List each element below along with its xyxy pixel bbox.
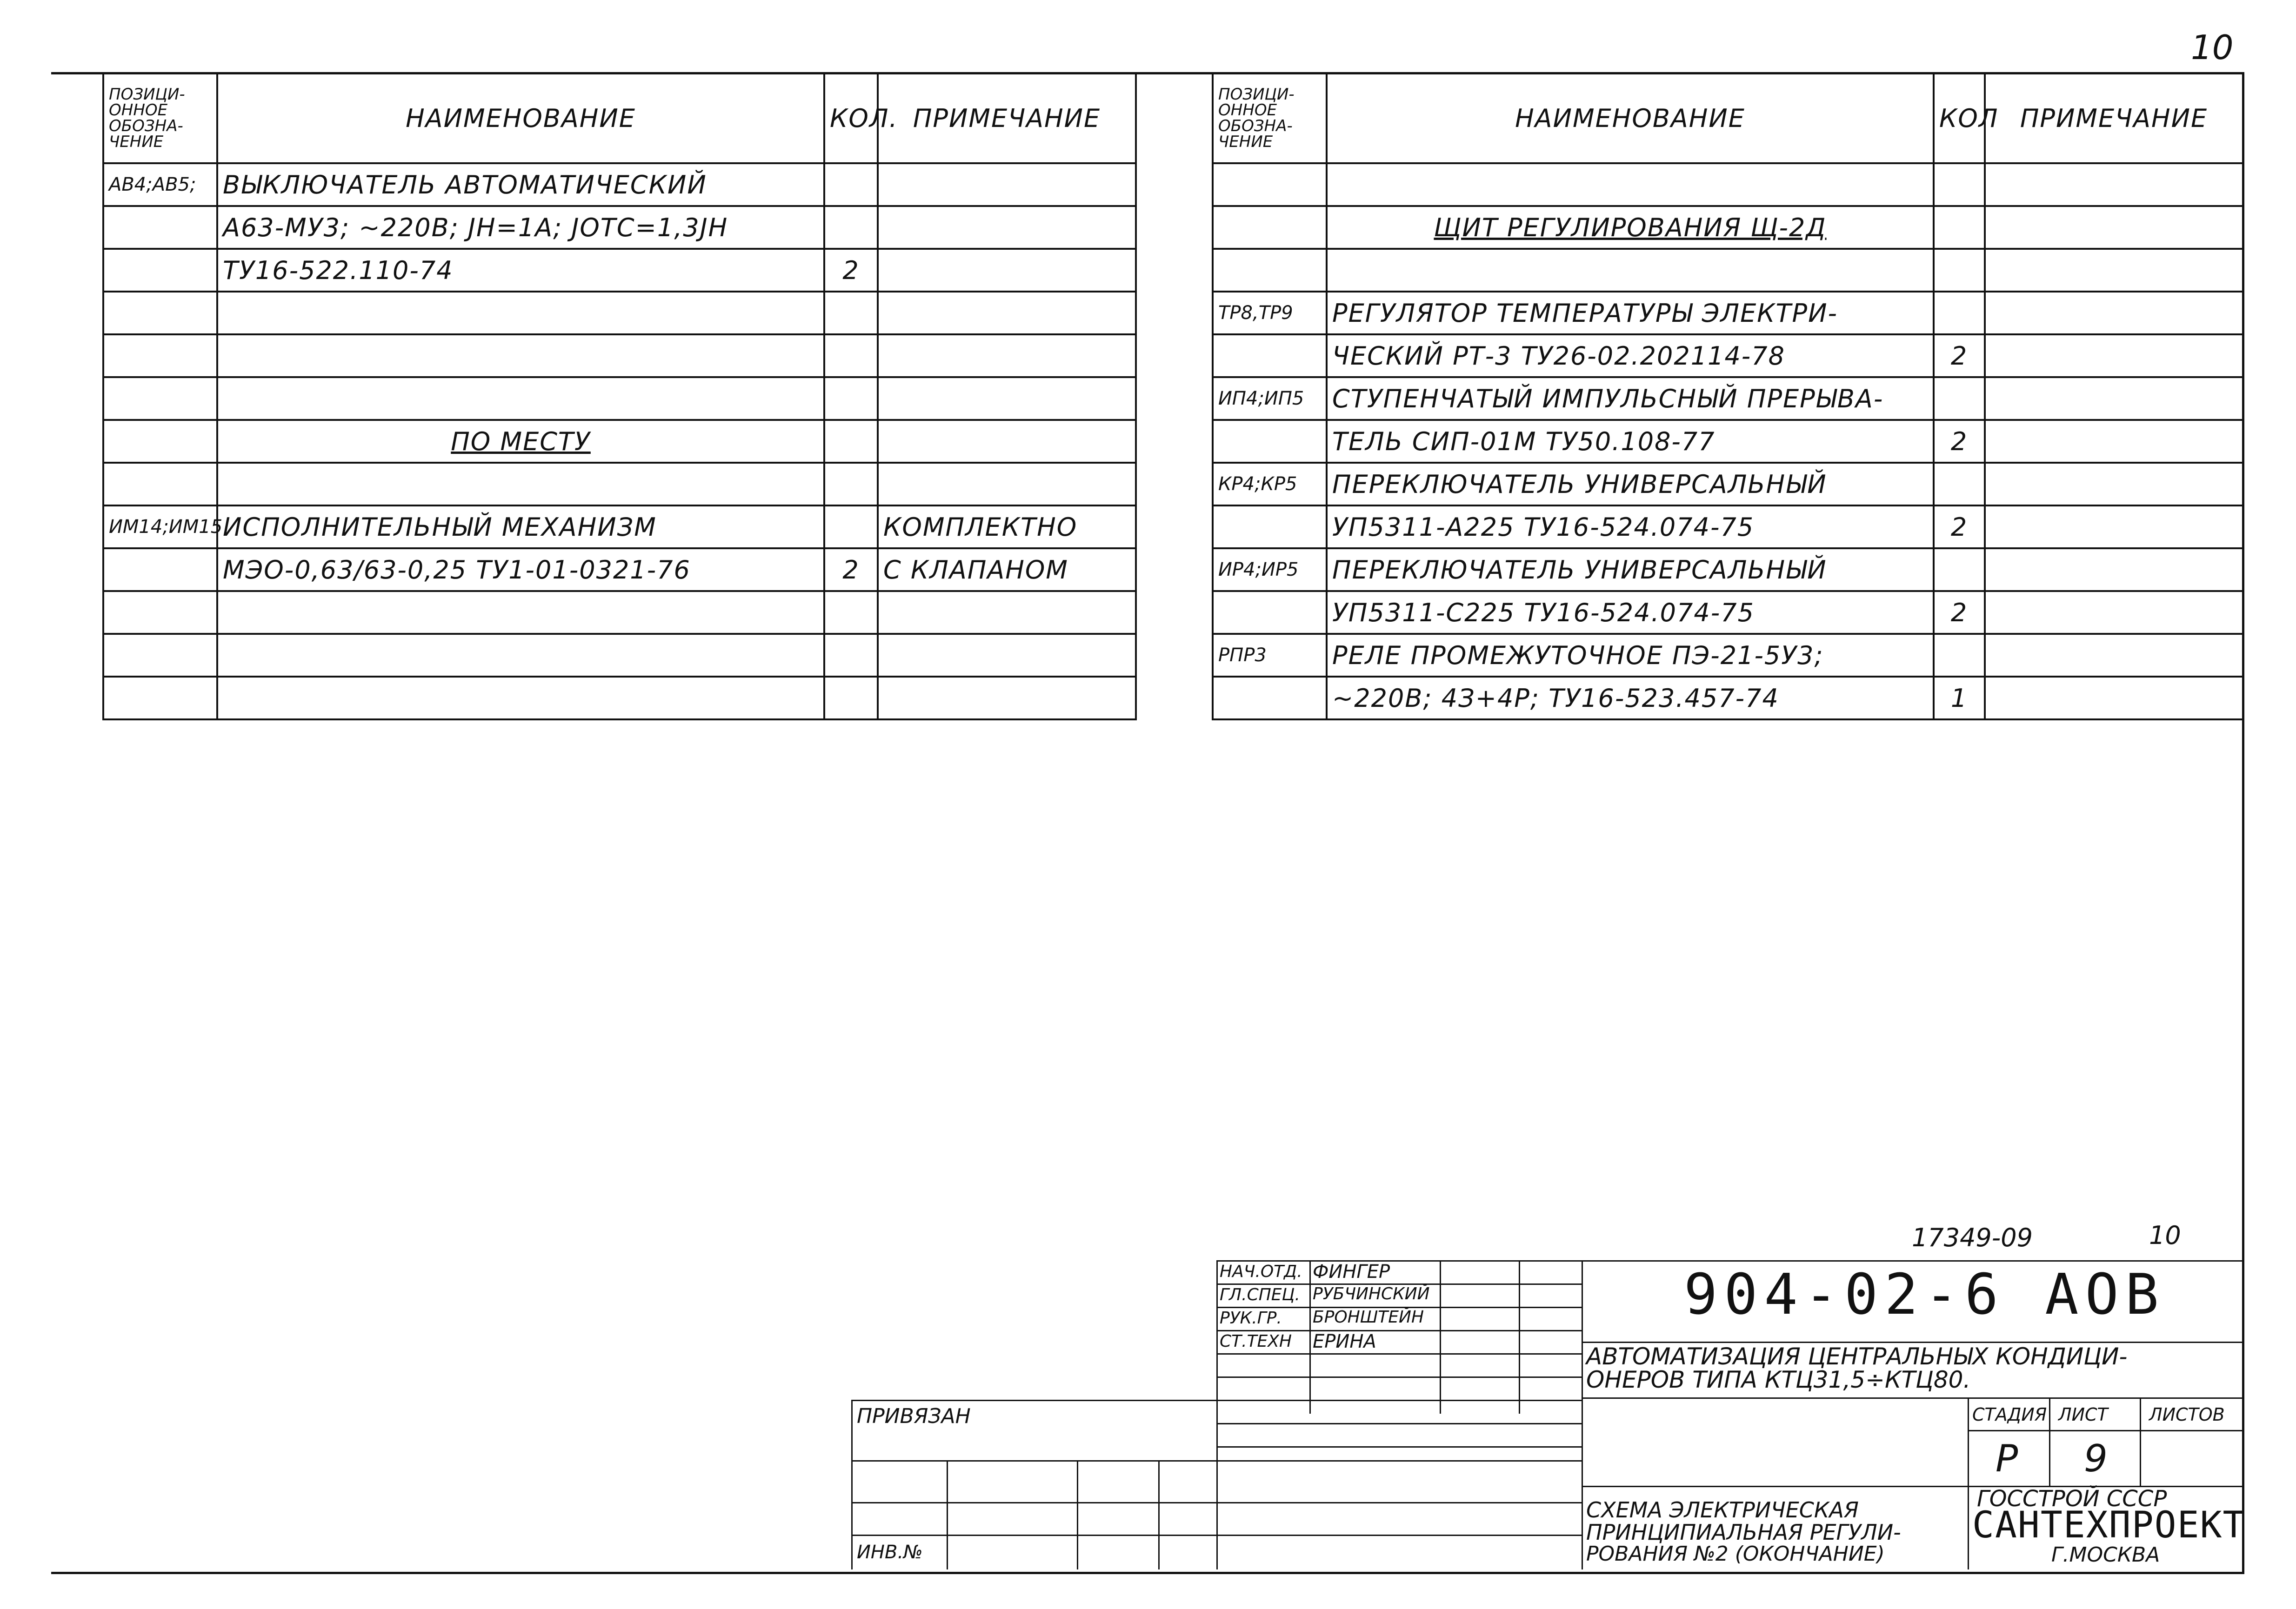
table-header [103, 73, 1136, 163]
drawing-line-2: ПРИНЦИПИАЛЬНАЯ РЕГУЛИ- [1586, 1520, 1901, 1545]
name-4: ЕРИНА [1313, 1331, 1376, 1352]
table-row [103, 292, 1136, 334]
position-cell: РПР3 [1213, 634, 1327, 677]
table-row [1213, 249, 2243, 292]
name-cell: ПО МЕСТУ [217, 420, 824, 463]
qty-cell [1934, 292, 1985, 334]
table-row [103, 163, 1136, 206]
note-cell [1985, 634, 2243, 677]
name-cell: УП5311-А225 ТУ16-524.074-75 [1327, 505, 1934, 548]
table-row [1213, 377, 2243, 420]
sheet-number: 10 [2191, 28, 2234, 67]
table-row [103, 548, 1136, 591]
name-cell [217, 677, 824, 719]
note-cell [1985, 591, 2243, 634]
note-cell [1985, 420, 2243, 463]
note-cell [878, 591, 1136, 634]
qty-cell: 2 [1934, 505, 1985, 548]
position-cell: ТР8,ТР9 [1213, 292, 1327, 334]
name-cell: ПЕРЕКЛЮЧАТЕЛЬ УНИВЕРСАЛЬНЫЙ [1327, 463, 1934, 505]
qty-cell [1934, 463, 1985, 505]
note-cell [878, 677, 1136, 719]
name-cell [217, 334, 824, 377]
table-row [1213, 420, 2243, 463]
position-cell: АВ4;АВ5; [103, 163, 217, 206]
table-row [1213, 591, 2243, 634]
qty-cell [1934, 206, 1985, 249]
position-cell: ИМ14;ИМ15 [103, 505, 217, 548]
note-cell [878, 292, 1136, 334]
doc-number-small: 17349-09 [1912, 1223, 2033, 1252]
sheet-number-small: 10 [2149, 1221, 2181, 1250]
qty-cell: 2 [1934, 334, 1985, 377]
table-row [103, 505, 1136, 548]
table-row [1213, 677, 2243, 719]
document-code: 904-02-6 АОВ [1684, 1263, 2165, 1327]
qty-cell [824, 505, 878, 548]
header-name: НАИМЕНОВАНИЕ [1327, 73, 1934, 163]
position-cell [103, 206, 217, 249]
name-3: БРОНШТЕЙН [1313, 1308, 1424, 1327]
name-cell: УП5311-С225 ТУ16-524.074-75 [1327, 591, 1934, 634]
qty-cell: 1 [1934, 677, 1985, 719]
stage-value: Р [1996, 1437, 2018, 1480]
note-cell [1985, 548, 2243, 591]
role-1: НАЧ.ОТД. [1220, 1262, 1302, 1281]
right-spec-table [1212, 72, 2244, 720]
qty-cell [824, 420, 878, 463]
role-3: РУК.ГР. [1220, 1309, 1282, 1328]
bound-label: ПРИВЯЗАН [857, 1404, 971, 1428]
qty-cell [824, 292, 878, 334]
name-cell: МЭО-0,63/63-0,25 ТУ1-01-0321-76 [217, 548, 824, 591]
name-cell: РЕЛЕ ПРОМЕЖУТОЧНОЕ ПЭ-21-5У3; [1327, 634, 1934, 677]
role-2: ГЛ.СПЕЦ. [1220, 1285, 1300, 1304]
header-note: ПРИМЕЧАНИЕ [1985, 73, 2243, 163]
position-cell [1213, 334, 1327, 377]
name-cell: ВЫКЛЮЧАТЕЛЬ АВТОМАТИЧЕСКИЙ [217, 163, 824, 206]
position-cell: КР4;КР5 [1213, 463, 1327, 505]
table-row [103, 249, 1136, 292]
qty-cell [824, 677, 878, 719]
position-cell [103, 591, 217, 634]
note-cell [878, 334, 1136, 377]
name-cell: А63-МУ3; ~220В; JН=1А; JОТС=1,3JН [217, 206, 824, 249]
qty-cell [824, 377, 878, 420]
table-row [103, 634, 1136, 677]
name-cell [1327, 249, 1934, 292]
note-cell [1985, 377, 2243, 420]
position-cell [103, 634, 217, 677]
position-cell [1213, 677, 1327, 719]
table-row [103, 591, 1136, 634]
left-spec-table [102, 72, 1137, 720]
header-note: ПРИМЕЧАНИЕ [878, 73, 1136, 163]
header-name: НАИМЕНОВАНИЕ [217, 73, 824, 163]
table-row [1213, 548, 2243, 591]
sheets-label: ЛИСТОВ [2149, 1404, 2225, 1425]
qty-cell [824, 463, 878, 505]
position-cell: ИР4;ИР5 [1213, 548, 1327, 591]
header-position: ПОЗИЦИ-ОННОЕ ОБОЗНА-ЧЕНИЕ [1213, 73, 1327, 163]
qty-cell: 2 [1934, 420, 1985, 463]
name-cell [217, 377, 824, 420]
note-cell [1985, 249, 2243, 292]
name-cell: ~220В; 4З+4Р; ТУ16-523.457-74 [1327, 677, 1934, 719]
note-cell [1985, 505, 2243, 548]
header-qty: КОЛ. [824, 73, 878, 163]
name-cell: ЧЕСКИЙ РТ-3 ТУ26-02.202114-78 [1327, 334, 1934, 377]
table-row [1213, 206, 2243, 249]
name-cell [217, 591, 824, 634]
note-cell [1985, 163, 2243, 206]
qty-cell [824, 591, 878, 634]
qty-cell [1934, 377, 1985, 420]
position-cell [103, 463, 217, 505]
name-1: ФИНГЕР [1313, 1261, 1390, 1283]
qty-cell [1934, 634, 1985, 677]
position-cell [103, 377, 217, 420]
table-row [103, 463, 1136, 505]
note-cell [1985, 334, 2243, 377]
name-cell: ЩИТ РЕГУЛИРОВАНИЯ Щ-2Д [1327, 206, 1934, 249]
org-line-1: ГОССТРОЙ СССР [1977, 1486, 2167, 1512]
qty-cell [1934, 249, 1985, 292]
note-cell [1985, 677, 2243, 719]
note-cell [878, 634, 1136, 677]
name-cell: ПЕРЕКЛЮЧАТЕЛЬ УНИВЕРСАЛЬНЫЙ [1327, 548, 1934, 591]
note-cell [878, 463, 1136, 505]
note-cell [878, 163, 1136, 206]
table-row [103, 420, 1136, 463]
position-cell [103, 334, 217, 377]
position-cell [1213, 249, 1327, 292]
note-cell [878, 420, 1136, 463]
note-cell [1985, 206, 2243, 249]
stage-label: СТАДИЯ [1972, 1404, 2047, 1425]
table-row [1213, 334, 2243, 377]
name-cell: РЕГУЛЯТОР ТЕМПЕРАТУРЫ ЭЛЕКТРИ- [1327, 292, 1934, 334]
qty-cell [824, 206, 878, 249]
table-row [103, 334, 1136, 377]
position-cell [103, 420, 217, 463]
name-cell [217, 292, 824, 334]
header-qty: КОЛ [1934, 73, 1985, 163]
inv-label: ИНВ.№ [857, 1542, 923, 1563]
note-cell [878, 377, 1136, 420]
name-cell: ТЕЛЬ СИП-01М ТУ50.108-77 [1327, 420, 1934, 463]
position-cell [103, 548, 217, 591]
table-row [103, 677, 1136, 719]
name-cell: СТУПЕНЧАТЫЙ ИМПУЛЬСНЫЙ ПРЕРЫВА- [1327, 377, 1934, 420]
position-cell [103, 677, 217, 719]
position-cell [103, 249, 217, 292]
position-cell [1213, 163, 1327, 206]
qty-cell: 2 [824, 548, 878, 591]
sheet-label: ЛИСТ [2058, 1404, 2108, 1425]
note-cell [1985, 463, 2243, 505]
qty-cell [1934, 548, 1985, 591]
org-city: Г.МОСКВА [2051, 1543, 2160, 1567]
table-row [1213, 163, 2243, 206]
name-cell: ТУ16-522.110-74 [217, 249, 824, 292]
table-row [1213, 634, 2243, 677]
qty-cell [824, 334, 878, 377]
qty-cell [824, 163, 878, 206]
project-line-2: ОНЕРОВ ТИПА КТЦ31,5÷КТЦ80. [1586, 1366, 1971, 1393]
drawing-line-1: СХЕМА ЭЛЕКТРИЧЕСКАЯ [1586, 1497, 1859, 1523]
qty-cell: 2 [824, 249, 878, 292]
sheet-value: 9 [2084, 1437, 2108, 1480]
position-cell [1213, 206, 1327, 249]
org-name: САНТЕХПРОЕКТ [1972, 1504, 2246, 1546]
table-row [103, 377, 1136, 420]
position-cell: ИП4;ИП5 [1213, 377, 1327, 420]
note-cell: С КЛАПАНОМ [878, 548, 1136, 591]
drawing-line-3: РОВАНИЯ №2 (ОКОНЧАНИЕ) [1586, 1542, 1885, 1566]
name-cell [217, 463, 824, 505]
role-4: СТ.ТЕХН [1220, 1332, 1292, 1351]
name-cell [217, 634, 824, 677]
qty-cell [824, 634, 878, 677]
qty-cell [1934, 163, 1985, 206]
note-cell [1985, 292, 2243, 334]
project-line-1: АВТОМАТИЗАЦИЯ ЦЕНТРАЛЬНЫХ КОНДИЦИ- [1586, 1343, 2128, 1370]
table-row [1213, 505, 2243, 548]
position-cell [1213, 591, 1327, 634]
name-cell [1327, 163, 1934, 206]
position-cell [1213, 420, 1327, 463]
table-row [1213, 292, 2243, 334]
note-cell [878, 206, 1136, 249]
table-row [103, 206, 1136, 249]
note-cell [878, 249, 1136, 292]
table-row [1213, 463, 2243, 505]
position-cell [103, 292, 217, 334]
table-header [1213, 73, 2243, 163]
header-position: ПОЗИЦИ-ОННОЕ ОБОЗНА-ЧЕНИЕ [103, 73, 217, 163]
qty-cell: 2 [1934, 591, 1985, 634]
position-cell [1213, 505, 1327, 548]
note-cell: КОМПЛЕКТНО [878, 505, 1136, 548]
name-cell: ИСПОЛНИТЕЛЬНЫЙ МЕХАНИЗМ [217, 505, 824, 548]
name-2: РУБЧИНСКИЙ [1313, 1284, 1430, 1303]
